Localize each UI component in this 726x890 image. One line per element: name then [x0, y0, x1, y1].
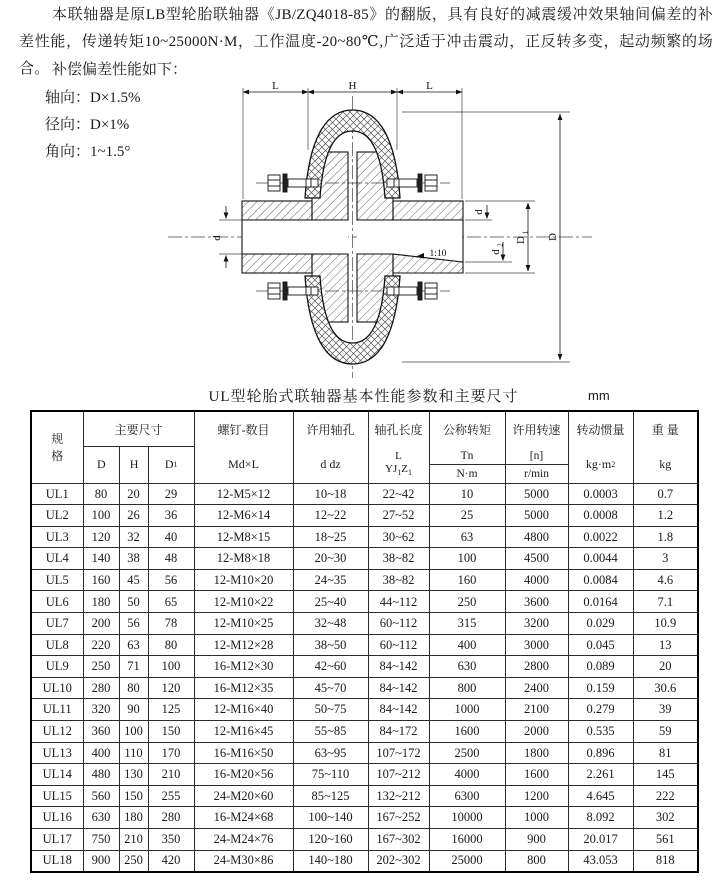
value-cell: 350: [148, 829, 194, 851]
value-cell: 56: [148, 569, 194, 591]
value-cell: 13: [633, 634, 698, 656]
value-cell: 0.896: [568, 742, 633, 764]
value-cell: 40: [148, 526, 194, 548]
value-cell: 16-M20×56: [194, 764, 293, 786]
table-row: [31, 526, 698, 548]
value-cell: 167~252: [368, 807, 429, 829]
value-cell: 255: [148, 785, 194, 807]
value-cell: 4800: [505, 526, 568, 548]
value-cell: 0.159: [568, 677, 633, 699]
spec-cell: UL5: [31, 569, 83, 591]
value-cell: 24~35: [293, 569, 368, 591]
dim-label-d-left: d: [211, 235, 223, 241]
value-cell: 16-M12×30: [194, 656, 293, 678]
value-cell: 50~75: [293, 699, 368, 721]
col-header-weight: 重 量 kg: [633, 411, 698, 483]
value-cell: 20.017: [568, 829, 633, 851]
value-cell: 45~70: [293, 677, 368, 699]
value-cell: 27~52: [368, 505, 429, 527]
table-row: [31, 483, 698, 505]
value-cell: 900: [505, 829, 568, 851]
value-cell: 4.6: [633, 569, 698, 591]
value-cell: 2.261: [568, 764, 633, 786]
value-cell: 16000: [429, 829, 505, 851]
value-cell: 75~110: [293, 764, 368, 786]
value-cell: 12-M6×14: [194, 505, 293, 527]
value-cell: 2400: [505, 677, 568, 699]
value-cell: 80: [119, 677, 148, 699]
value-cell: 63: [429, 526, 505, 548]
value-cell: 7.1: [633, 591, 698, 613]
value-cell: 0.0003: [568, 483, 633, 505]
col-header-h: H: [119, 447, 148, 482]
value-cell: 84~142: [368, 699, 429, 721]
value-cell: 10.9: [633, 613, 698, 635]
value-cell: 120: [83, 526, 119, 548]
value-cell: 12-M5×12: [194, 483, 293, 505]
value-cell: 16-M16×50: [194, 742, 293, 764]
dim-label-d-right: d: [473, 209, 485, 215]
value-cell: 250: [119, 850, 148, 872]
value-cell: 22~42: [368, 483, 429, 505]
table-row: [31, 807, 698, 829]
value-cell: 59: [633, 721, 698, 743]
value-cell: 25000: [429, 850, 505, 872]
value-cell: 320: [83, 699, 119, 721]
value-cell: 222: [633, 785, 698, 807]
col-header-main-dims: 主要尺寸 D H D 1: [83, 411, 194, 483]
value-cell: 12-M10×20: [194, 569, 293, 591]
value-cell: 120: [148, 677, 194, 699]
value-cell: 42~60: [293, 656, 368, 678]
value-cell: 120~160: [293, 829, 368, 851]
compensation-angular: 角向：1~1.5°: [45, 144, 131, 160]
value-cell: 84~172: [368, 721, 429, 743]
col-header-bore-length: 轴孔长度 L $YJ_1Z_1$: [368, 411, 429, 483]
value-cell: 100: [429, 548, 505, 570]
value-cell: 4500: [505, 548, 568, 570]
table-row: [31, 785, 698, 807]
spec-cell: UL18: [31, 850, 83, 872]
value-cell: 38: [119, 548, 148, 570]
spec-cell: UL17: [31, 829, 83, 851]
table-unit: mm: [588, 388, 610, 403]
value-cell: 160: [83, 569, 119, 591]
value-cell: 360: [83, 721, 119, 743]
value-cell: 132~212: [368, 785, 429, 807]
value-cell: 3: [633, 548, 698, 570]
value-cell: 130: [119, 764, 148, 786]
value-cell: 4000: [429, 764, 505, 786]
value-cell: 63: [119, 634, 148, 656]
value-cell: 0.0084: [568, 569, 633, 591]
spec-cell: UL11: [31, 699, 83, 721]
value-cell: 8.092: [568, 807, 633, 829]
value-cell: 12-M16×40: [194, 699, 293, 721]
value-cell: 85~125: [293, 785, 368, 807]
value-cell: 0.029: [568, 613, 633, 635]
col-header-bore: 许用轴孔 d dz: [293, 411, 368, 483]
col-header-d1: D 1: [148, 447, 194, 482]
value-cell: 43.053: [568, 850, 633, 872]
value-cell: 0.7: [633, 483, 698, 505]
value-cell: 2500: [429, 742, 505, 764]
value-cell: 20: [633, 656, 698, 678]
value-cell: 280: [83, 677, 119, 699]
table-row: [31, 721, 698, 743]
spec-cell: UL4: [31, 548, 83, 570]
value-cell: 12-M12×28: [194, 634, 293, 656]
value-cell: 1200: [505, 785, 568, 807]
value-cell: 0.089: [568, 656, 633, 678]
value-cell: 167~302: [368, 829, 429, 851]
table-row: [31, 569, 698, 591]
value-cell: 1800: [505, 742, 568, 764]
value-cell: 145: [633, 764, 698, 786]
taper-note: 1:10: [429, 249, 447, 259]
value-cell: 60~112: [368, 613, 429, 635]
spec-cell: UL16: [31, 807, 83, 829]
dim-label-d2-subscript: 2: [496, 243, 505, 247]
value-cell: 3200: [505, 613, 568, 635]
value-cell: 220: [83, 634, 119, 656]
value-cell: 818: [633, 850, 698, 872]
value-cell: 150: [148, 721, 194, 743]
table-title: UL型轮胎式联轴器基本性能参数和主要尺寸: [208, 389, 519, 405]
value-cell: 38~82: [368, 548, 429, 570]
value-cell: 100: [83, 505, 119, 527]
table-row: [31, 850, 698, 872]
value-cell: 3000: [505, 634, 568, 656]
spec-cell: UL3: [31, 526, 83, 548]
value-cell: 2100: [505, 699, 568, 721]
table-row: [31, 829, 698, 851]
value-cell: 12-M10×25: [194, 613, 293, 635]
value-cell: 420: [148, 850, 194, 872]
value-cell: 750: [83, 829, 119, 851]
spec-table: [30, 410, 699, 873]
spec-cell: UL7: [31, 613, 83, 635]
value-cell: 78: [148, 613, 194, 635]
value-cell: 2000: [505, 721, 568, 743]
value-cell: 4000: [505, 569, 568, 591]
col-header-inertia: 转动惯量 kg·m 2: [568, 411, 633, 483]
value-cell: 302: [633, 807, 698, 829]
value-cell: 400: [429, 634, 505, 656]
value-cell: 25: [429, 505, 505, 527]
table-row: [31, 764, 698, 786]
value-cell: 36: [148, 505, 194, 527]
value-cell: 44~112: [368, 591, 429, 613]
coupling-cross-section-drawing: [150, 80, 650, 385]
value-cell: 48: [148, 548, 194, 570]
value-cell: 3600: [505, 591, 568, 613]
value-cell: 100: [119, 721, 148, 743]
table-row: [31, 548, 698, 570]
value-cell: 32: [119, 526, 148, 548]
dim-label-outer-d: D: [547, 233, 559, 241]
value-cell: 0.0008: [568, 505, 633, 527]
value-cell: 84~142: [368, 677, 429, 699]
col-header-d: D: [97, 457, 106, 472]
value-cell: 24-M24×76: [194, 829, 293, 851]
value-cell: 140~180: [293, 850, 368, 872]
value-cell: 5000: [505, 505, 568, 527]
value-cell: 800: [429, 677, 505, 699]
value-cell: 210: [148, 764, 194, 786]
value-cell: 32~48: [293, 613, 368, 635]
table-row: [31, 742, 698, 764]
value-cell: 0.0164: [568, 591, 633, 613]
value-cell: 16-M24×68: [194, 807, 293, 829]
value-cell: 107~212: [368, 764, 429, 786]
value-cell: 100~140: [293, 807, 368, 829]
value-cell: 0.535: [568, 721, 633, 743]
spec-cell: UL14: [31, 764, 83, 786]
spec-cell: UL10: [31, 677, 83, 699]
value-cell: 16-M12×35: [194, 677, 293, 699]
value-cell: 100: [148, 656, 194, 678]
value-cell: 110: [119, 742, 148, 764]
value-cell: 800: [505, 850, 568, 872]
compensation-heading: 补偿偏差性能如下：: [52, 62, 188, 78]
value-cell: 630: [429, 656, 505, 678]
value-cell: 200: [83, 613, 119, 635]
value-cell: 56: [119, 613, 148, 635]
spec-cell: UL2: [31, 505, 83, 527]
value-cell: 90: [119, 699, 148, 721]
value-cell: 12-M8×18: [194, 548, 293, 570]
dim-label-l-right: L: [426, 80, 433, 92]
value-cell: 65: [148, 591, 194, 613]
value-cell: 0.0044: [568, 548, 633, 570]
value-cell: 1000: [429, 699, 505, 721]
value-cell: 107~172: [368, 742, 429, 764]
value-cell: 20: [119, 483, 148, 505]
col-header-screws: 螺钉-数目 Md×L: [194, 411, 293, 483]
table-row: [31, 634, 698, 656]
value-cell: 26: [119, 505, 148, 527]
spec-cell: UL15: [31, 785, 83, 807]
value-cell: 29: [148, 483, 194, 505]
compensation-radial: 径向：D×1%: [45, 117, 130, 133]
value-cell: 6300: [429, 785, 505, 807]
value-cell: 210: [119, 829, 148, 851]
value-cell: 10000: [429, 807, 505, 829]
value-cell: 561: [633, 829, 698, 851]
value-cell: 560: [83, 785, 119, 807]
header-row: [31, 411, 698, 483]
value-cell: 71: [119, 656, 148, 678]
table-row: [31, 656, 698, 678]
value-cell: 280: [148, 807, 194, 829]
value-cell: 81: [633, 742, 698, 764]
value-cell: 180: [119, 807, 148, 829]
spec-cell: UL12: [31, 721, 83, 743]
value-cell: 63~95: [293, 742, 368, 764]
value-cell: 39: [633, 699, 698, 721]
spec-cell: UL13: [31, 742, 83, 764]
value-cell: 60~112: [368, 634, 429, 656]
value-cell: 480: [83, 764, 119, 786]
value-cell: 315: [429, 613, 505, 635]
dim-label-d1: D: [515, 236, 527, 244]
value-cell: 150: [119, 785, 148, 807]
dim-label-l-left: L: [272, 80, 279, 92]
value-cell: 18~25: [293, 526, 368, 548]
value-cell: 630: [83, 807, 119, 829]
value-cell: 1000: [505, 807, 568, 829]
spec-cell: UL8: [31, 634, 83, 656]
value-cell: 24-M30×86: [194, 850, 293, 872]
value-cell: 160: [429, 569, 505, 591]
spec-cell: UL1: [31, 483, 83, 505]
value-cell: 20~30: [293, 548, 368, 570]
value-cell: 4.645: [568, 785, 633, 807]
value-cell: 140: [83, 548, 119, 570]
value-cell: 50: [119, 591, 148, 613]
value-cell: 30~62: [368, 526, 429, 548]
spec-cell: UL9: [31, 656, 83, 678]
col-header-torque: 公称转矩 Tn N·m: [429, 411, 505, 483]
value-cell: 170: [148, 742, 194, 764]
value-cell: 0.045: [568, 634, 633, 656]
value-cell: 180: [83, 591, 119, 613]
intro-paragraph: 本联轴器是原LB型轮胎联轴器《JB/ZQ4018-85》的翻版，具有良好的减震缓冲效果轴间偏差的补差性能，传递转矩10~25000N·M，工作温度-20~80℃,广泛适于冲击震动，正反转多变，起动频繁的场合。: [19, 7, 713, 77]
value-cell: 1.2: [633, 505, 698, 527]
value-cell: 1.8: [633, 526, 698, 548]
col-header-speed: 许用转速 [n] r/min: [505, 411, 568, 483]
value-cell: 55~85: [293, 721, 368, 743]
value-cell: 80: [83, 483, 119, 505]
value-cell: 202~302: [368, 850, 429, 872]
value-cell: 12~22: [293, 505, 368, 527]
value-cell: 12-M10×22: [194, 591, 293, 613]
dim-label-d1-subscript: 1: [521, 230, 530, 235]
table-body: [31, 483, 698, 872]
value-cell: 84~142: [368, 656, 429, 678]
table-row: [31, 613, 698, 635]
value-cell: 400: [83, 742, 119, 764]
col-header-spec: 规 格: [31, 411, 83, 483]
value-cell: 30.6: [633, 677, 698, 699]
table-row: [31, 699, 698, 721]
value-cell: 12-M16×45: [194, 721, 293, 743]
value-cell: 900: [83, 850, 119, 872]
value-cell: 45: [119, 569, 148, 591]
value-cell: 0.0022: [568, 526, 633, 548]
value-cell: 25~40: [293, 591, 368, 613]
spec-cell: UL6: [31, 591, 83, 613]
value-cell: 125: [148, 699, 194, 721]
value-cell: 1600: [429, 721, 505, 743]
compensation-axial: 轴向：D×1.5%: [45, 90, 141, 106]
value-cell: 80: [148, 634, 194, 656]
table-row: [31, 505, 698, 527]
dim-label-d2: d: [490, 249, 502, 255]
table-row: [31, 677, 698, 699]
value-cell: 10~18: [293, 483, 368, 505]
value-cell: 24-M20×60: [194, 785, 293, 807]
value-cell: 0.279: [568, 699, 633, 721]
value-cell: 1600: [505, 764, 568, 786]
value-cell: 12-M8×15: [194, 526, 293, 548]
table-row: [31, 591, 698, 613]
value-cell: 250: [83, 656, 119, 678]
value-cell: 5000: [505, 483, 568, 505]
value-cell: 38~82: [368, 569, 429, 591]
value-cell: 10: [429, 483, 505, 505]
value-cell: 38~50: [293, 634, 368, 656]
value-cell: 2800: [505, 656, 568, 678]
value-cell: 250: [429, 591, 505, 613]
dim-label-h: H: [348, 80, 357, 92]
